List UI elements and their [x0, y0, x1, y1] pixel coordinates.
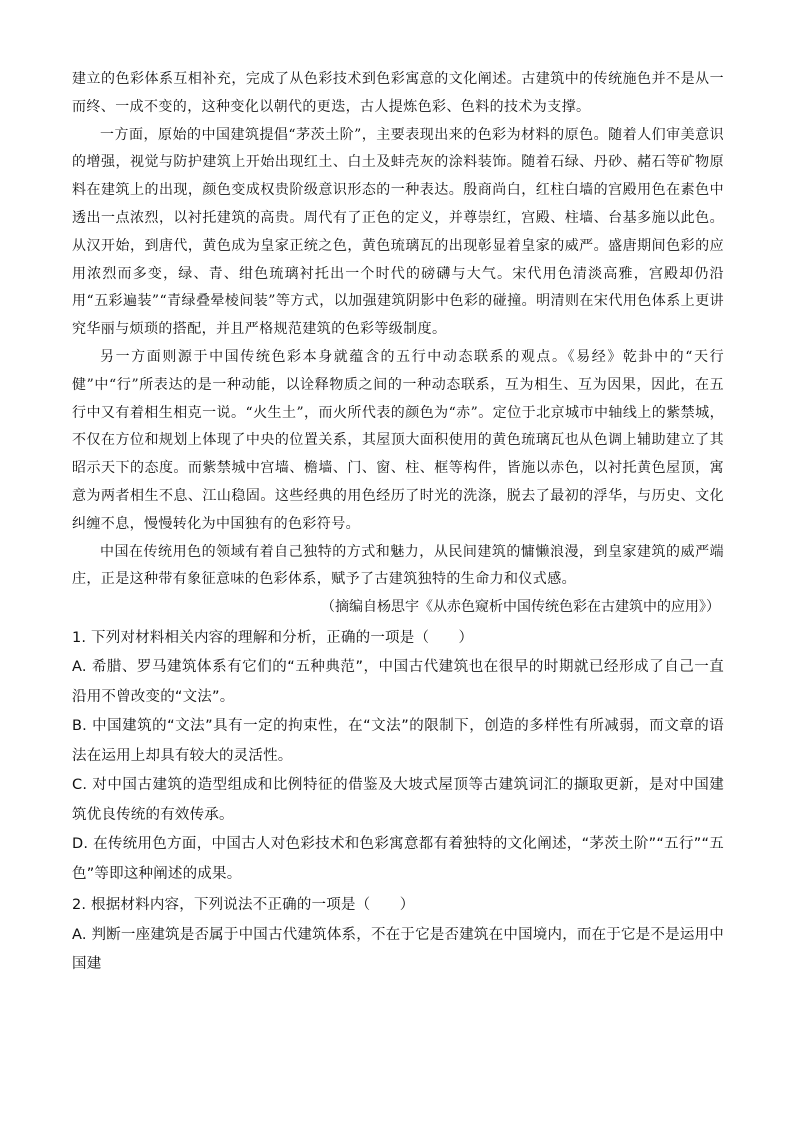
- passage-source-citation: （摘编自杨思宇《从赤色窥析中国传统色彩在古建筑中的应用》）: [321, 599, 720, 616]
- question-1-option-a: A. 希腊、罗马建筑体系有它们的“五种典范”，中国古代建筑也在很早的时期就已经形成了自己一直沿用不曾改变的“文法”。: [72, 659, 724, 705]
- question-1-option-d: D. 在传统用色方面，中国古人对色彩技术和色彩寓意都有着独特的文化阐述，“茅茨土阶”“五行”“五色”等即这种阐述的成果。: [72, 836, 724, 882]
- document-page: [72, 66, 724, 980]
- question-2-option-a: A. 判断一座建筑是否属于中国古代建筑体系，不在于它是否建筑在中国境内，而在于它是不是运用中国建: [72, 926, 724, 973]
- question-1: [72, 624, 724, 890]
- question-1-stem: 1. 下列对材料相关内容的理解和分析，正确的一项是（ ）: [72, 629, 474, 646]
- question-2: [72, 891, 724, 980]
- passage-paragraph-2: 一方面，原始的中国建筑提倡“茅茨土阶”，主要表现出来的色彩为材料的原色。随着人们审美意识的增强，视觉与防护建筑上开始出现红土、白土及蚌壳灰的涂料装饰。随着石绿、丹砂、赭石等矿物原料在建筑上的出现，颜色变成权贵阶级意识形态的一种表达。殷商尚白，红柱白墙的宫殿用色在素色中透出一点浓烈，以衬托建筑的高贵。周代有了正色的定义，并尊崇红，宫殿、柱墙、台基多施以此色。从汉开始，到唐代，黄色成为皇家正统之色，黄色琉璃瓦的出现彰显着皇家的威严。盛唐期间色彩的应用浓烈而多变，绿、青、绀色琉璃衬托出一个时代的磅礴与大气。宋代用色清淡高雅，宫殿却仍沿用“五彩遍装”“青绿叠晕棱间装”等方式，以加强建筑阴影中色彩的碰撞。明清则在宋代用色体系上更讲究华丽与烦琐的搭配，并且严格规范建筑的色彩等级制度。: [72, 126, 724, 338]
- question-1-option-c: C. 对中国古建筑的造型组成和比例特征的借鉴及大坡式屋顶等古建筑词汇的撷取更新，是对中国建筑优良传统的有效传承。: [72, 777, 724, 823]
- passage-paragraph-4: 中国在传统用色的领域有着自己独特的方式和魅力，从民间建筑的慵懒浪漫，到皇家建筑的威严端庄，正是这种带有象征意味的色彩体系，赋予了古建筑独特的生命力和仪式感。: [72, 543, 724, 588]
- question-2-stem: 2. 根据材料内容，下列说法不正确的一项是（ ）: [72, 897, 415, 914]
- passage-paragraph-3: 另一方面则源于中国传统色彩本身就蕴含的五行中动态联系的观点。《易经》乾卦中的“天行健”中“行”所表达的是一种动能，以诠释物质之间的一种动态联系，互为相生、互为因果，因此，在五行中又有着相生相克一说。“火生土”，而火所代表的颜色为“赤”。定位于北京城市中轴线上的紫禁城，不仅在方位和规划上体现了中央的位置关系，其屋顶大面积使用的黄色琉璃瓦也从色调上辅助建立了其昭示天下的态度。而紫禁城中宫墙、檐墙、门、窗、柱、框等构件，皆施以赤色，以衬托黄色屋顶，寓意为两者相生不息、江山稳固。这些经典的用色经历了时光的洗涤，脱去了最初的浮华，与历史、文化纠缠不息，慢慢转化为中国独有的色彩符号。: [72, 348, 724, 532]
- passage-paragraph-1: 建立的色彩体系互相补充，完成了从色彩技术到色彩寓意的文化阐述。古建筑中的传统施色并不是从一而终、一成不变的，这种变化以朝代的更迭，古人提炼色彩、色料的技术为支撑。: [72, 71, 724, 115]
- question-1-option-b: B. 中国建筑的“文法”具有一定的拘束性，在“文法”的限制下，创造的多样性有所减弱，而文章的语法在运用上却具有较大的灵活性。: [72, 718, 724, 764]
